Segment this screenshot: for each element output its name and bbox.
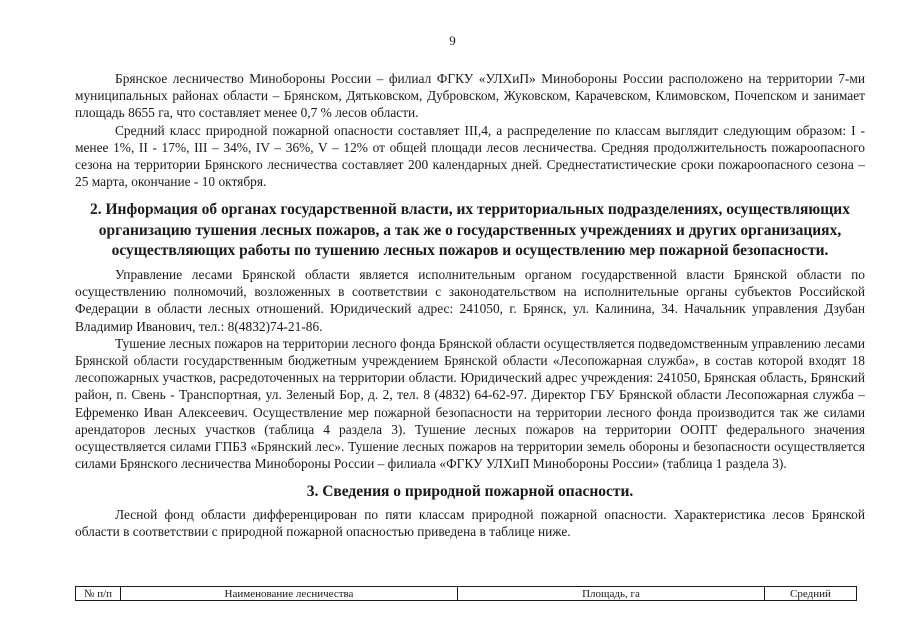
document-body [75, 70, 865, 540]
header-forestry-name: Наименование лесничества [121, 587, 458, 601]
header-average: Средний [765, 587, 857, 601]
page-number: 9 [449, 33, 456, 48]
intro-paragraph-1: Брянское лесничество Минобороны России – филиал ФГКУ «УЛХиП» Минобороны России расположено на территории 7-ми муниципальных районах области – Брянском, Дятьковском, Дубровском, Жуковском, Карачевском, Климовском, Почепском и занимает площадь 8655 га, что составляет менее 0,7 % лесов области. [75, 71, 865, 121]
section-2-heading: 2. Информация об органах государственной власти, их территориальных подразделениях, осуществляющих организацию тушения лесных пожаров, а так же о государственных учреждениях и других организациях, осуществляющих работы по тушению лесных пожаров и осуществлению мер пожарной безопасности. [89, 201, 850, 260]
section-2-paragraph-2: Тушение лесных пожаров на территории лесного фонда Брянской области осуществляется подведомственным управлению лесами Брянской области государственным бюджетным учреждением Брянской области «Лесопожарная служба», в состав которой входят 18 лесопожарных участков, расредоточенных на территории области. Юридический адрес учреждения: 241050, Брянская область, Брянский район, п. Свень - Транспортная, ул. Зеленый Бор, д. 2, тел. 8 (4832) 64-62-97. Директор ГБУ Брянской области Лесопожарная служба – Ефременко Иван Алексеевич. Осуществление мер пожарной безопасности на территории лесного фонда производится так же силами арендаторов лесных участков (таблица 4 раздела 3). Тушение лесных пожаров на территории ООПТ федерального значения осуществляется силами ГПБЗ «Брянский лес». Тушение лесных пожаров на территории земель обороны и безопасности осуществляется силами Брянского лесничества Минобороны России – филиала «ФГКУ УЛХиП Минобороны России» (таблица 1 раздела 3). [75, 335, 865, 472]
table-header-row [76, 587, 857, 601]
section-2-paragraph-1: Управление лесами Брянской области является исполнительным органом государственной власти Брянской области по осуществлению полномочий, возложенных в соответствии с законодательством на исполнительные органы субъектов Российской Федерации в области лесных отношений. Юридический адрес: 241050, г. Брянск, ул. Калинина, 34. Начальник управления Дзубан Владимир Иванович, тел.: 8(4832)74-21-86. [75, 266, 865, 334]
header-number: № п/п [76, 587, 121, 601]
fire-class-table [75, 586, 857, 601]
header-area: Площадь, га [458, 587, 765, 601]
section-3-heading: 3. Сведения о природной пожарной опасности. [306, 483, 634, 501]
section-3-paragraph: Лесной фонд области дифференцирован по пяти классам природной пожарной опасности. Характеристика лесов Брянской области в соответствии с природной пожарной опасностью приведена в таблице ниже. [75, 506, 865, 540]
intro-paragraph-2: Средний класс природной пожарной опасности составляет III,4, а распределение по классам выглядит следующим образом: I - менее 1%, II - 17%, III – 34%, IV – 36%, V – 12% от общей площади лесов лесничества. Средняя продолжительность пожароопасного сезона на территории Брянского лесничества составляет 200 календарных дней. Среднестатистические сроки пожароопасного сезона – 25 марта, окончание - 10 октября. [75, 122, 865, 190]
